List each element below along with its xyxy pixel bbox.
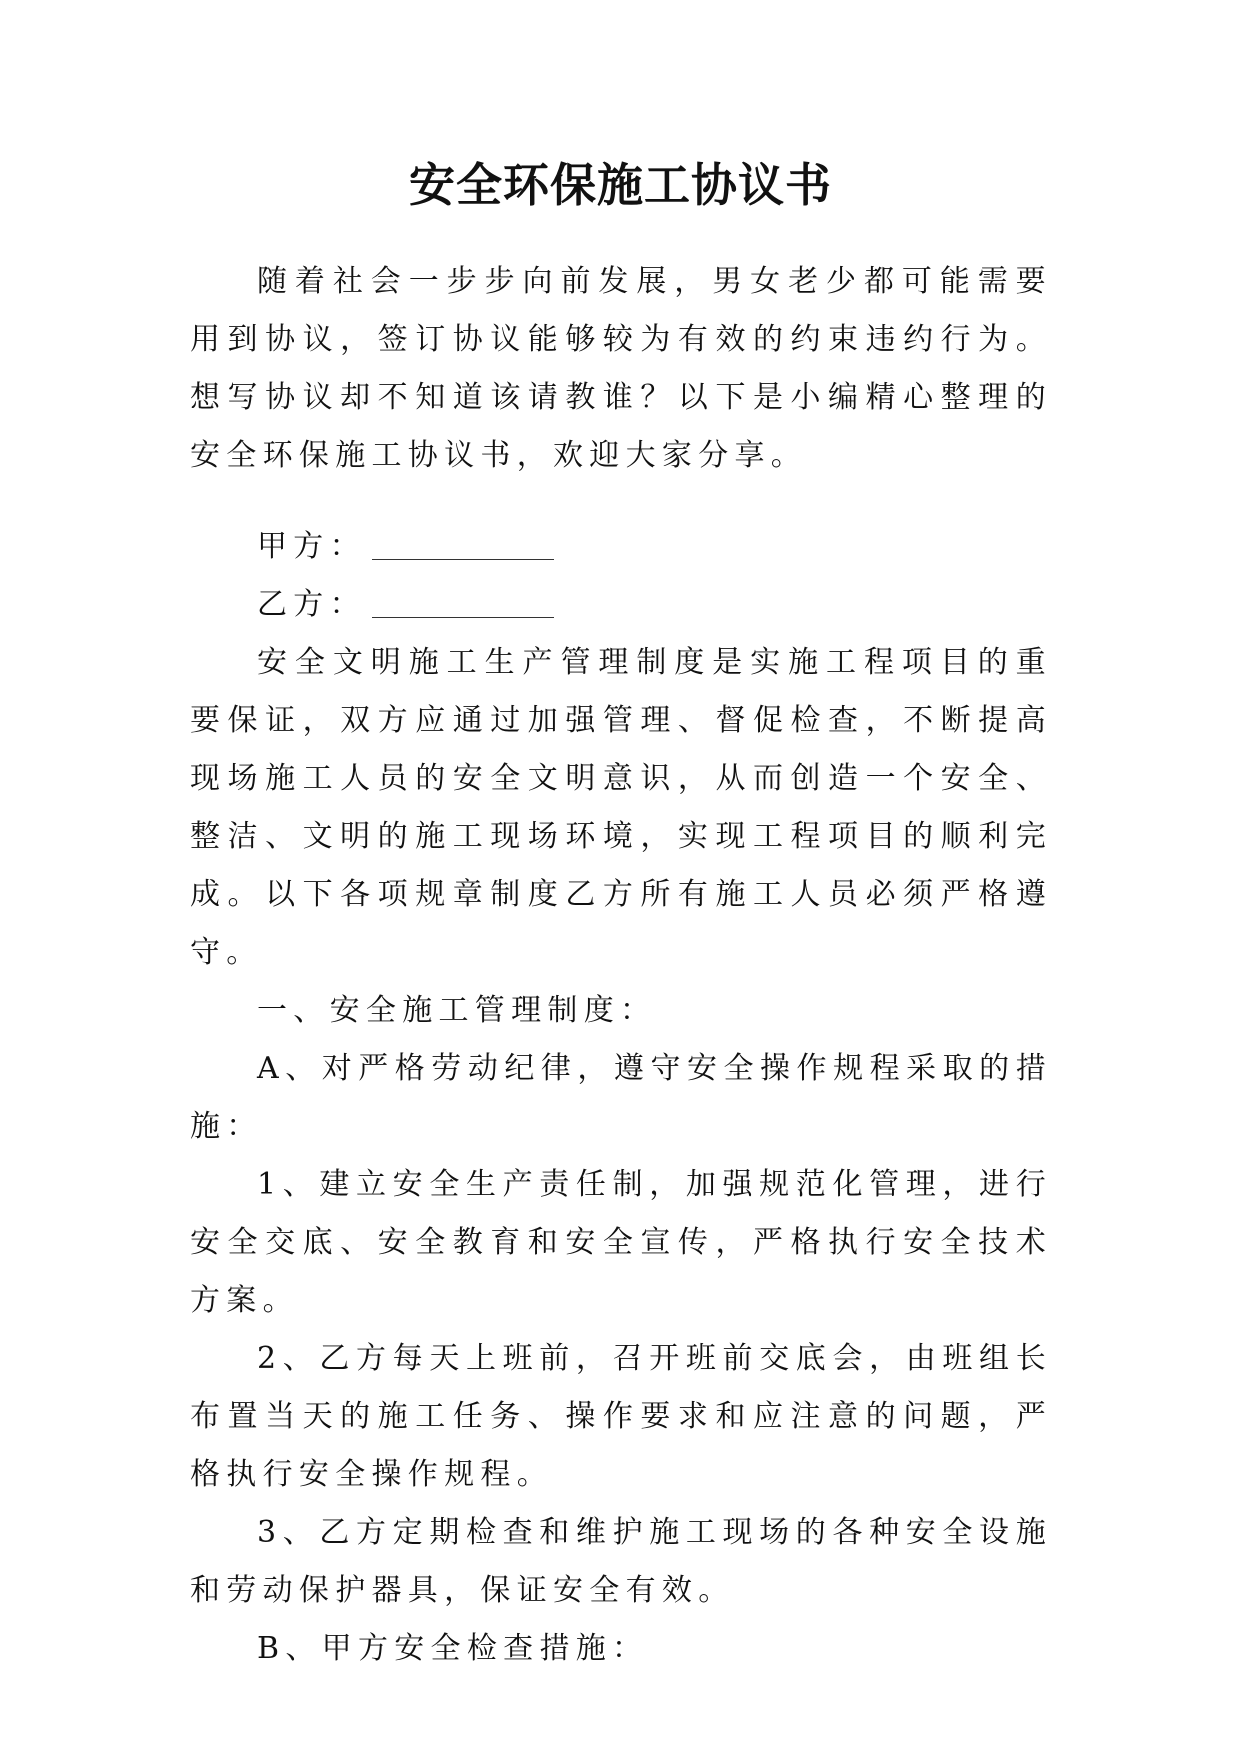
intro-block — [190, 253, 1052, 485]
party-b-label: 乙方： — [257, 587, 366, 622]
contract-body — [190, 518, 1052, 1678]
party-a-blank — [372, 531, 554, 560]
document-title: 安全环保施工协议书 — [409, 158, 832, 212]
body-paragraph: 安全文明施工生产管理制度是实施工程项目的重要保证，双方应通过加强管理、督促检查，不断提高现场施工人员的安全文明意识，从而创造一个安全、整洁、文明的施工现场环境，实现工程项目的顺利完成。以下各项规章制度乙方所有施工人员必须严格遵守。 — [190, 645, 1052, 970]
party-b-line — [190, 576, 1052, 634]
intro-paragraph: 随着社会一步步向前发展，男女老少都可能需要用到协议，签订协议能够较为有效的约束违约行为。想写协议却不知道该请教谁？以下是小编精心整理的安全环保施工协议书，欢迎大家分享。 — [190, 264, 1052, 473]
subsection-heading: B、甲方安全检查措施： — [257, 1631, 649, 1666]
body-paragraph: 1、建立安全生产责任制，加强规范化管理，进行安全交底、安全教育和安全宣传，严格执行安全技术方案。 — [190, 1167, 1052, 1318]
subsection-heading: A、对严格劳动纪律，遵守安全操作规程采取的措施： — [190, 1051, 1052, 1144]
body-paragraph: 2、乙方每天上班前，召开班前交底会，由班组长布置当天的施工任务、操作要求和应注意的问题，严格执行安全操作规程。 — [190, 1341, 1052, 1492]
body-paragraph: 3、乙方定期检查和维护施工现场的各种安全设施和劳动保护器具，保证安全有效。 — [190, 1515, 1052, 1608]
party-a-line — [190, 518, 1052, 576]
party-b-blank — [372, 589, 554, 618]
section-heading: 一、安全施工管理制度： — [257, 993, 657, 1028]
party-a-label: 甲方： — [257, 529, 366, 564]
